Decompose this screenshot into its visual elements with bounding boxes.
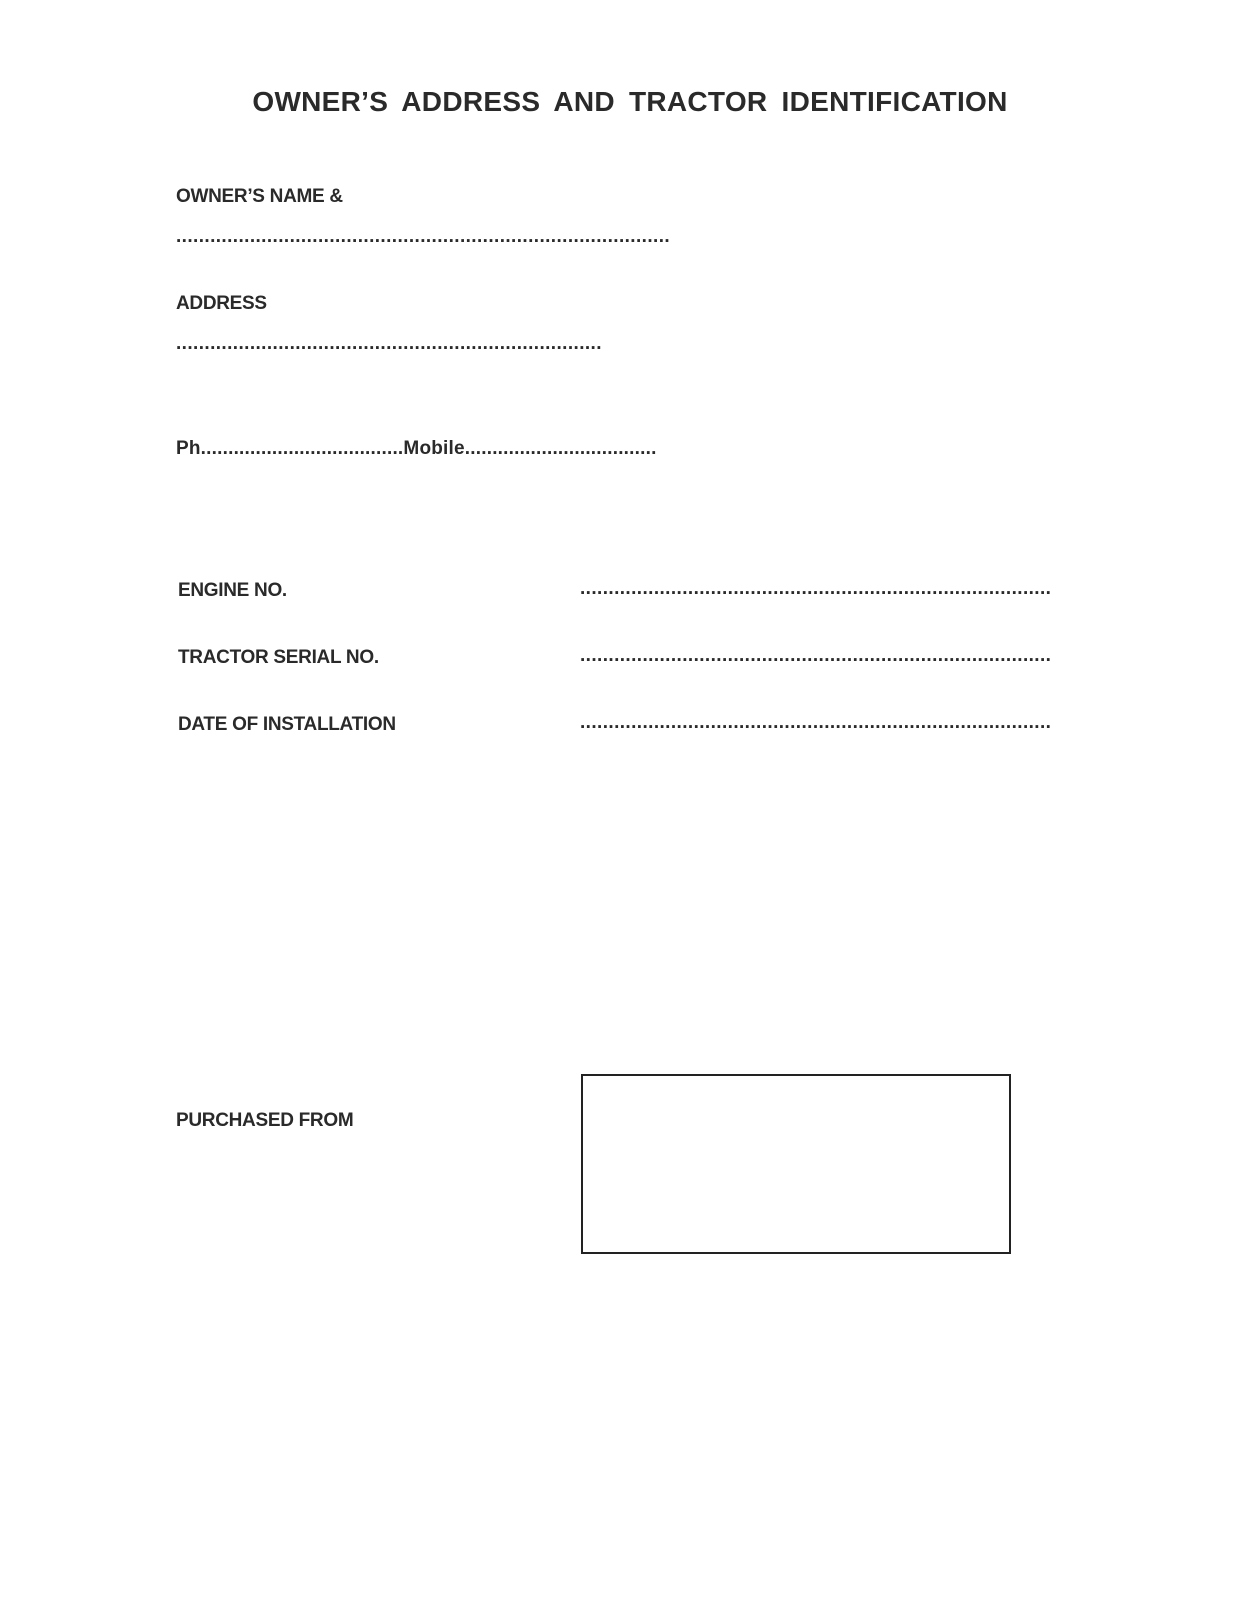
phone-label: Ph. (176, 438, 207, 459)
date-of-installation-label: DATE OF INSTALLATION (178, 714, 396, 735)
contact-line (176, 438, 657, 460)
tractor-serial-no-label: TRACTOR SERIAL NO. (178, 647, 379, 668)
owner-name-field[interactable]: ....................................................................................... (176, 226, 671, 247)
address-field[interactable]: ........................................................................... (176, 333, 602, 354)
purchased-from-label: PURCHASED FROM (176, 1110, 354, 1131)
address-label: ADDRESS (176, 293, 267, 314)
phone-field[interactable]: .................................... (206, 438, 404, 459)
tractor-serial-no-field[interactable]: ................................................................................... (580, 645, 1052, 666)
mobile-field[interactable]: ................................... (464, 438, 657, 459)
mobile-label: Mobile (403, 438, 465, 459)
owner-name-label: OWNER’S NAME & (176, 186, 343, 207)
date-of-installation-field[interactable]: ................................................................................... (580, 712, 1052, 733)
engine-no-label: ENGINE NO. (178, 580, 287, 601)
engine-no-field[interactable]: ................................................................................... (580, 578, 1052, 599)
purchased-from-box[interactable] (581, 1074, 1011, 1254)
page-title: OWNER’S ADDRESS AND TRACTOR IDENTIFICATION (252, 86, 1008, 117)
